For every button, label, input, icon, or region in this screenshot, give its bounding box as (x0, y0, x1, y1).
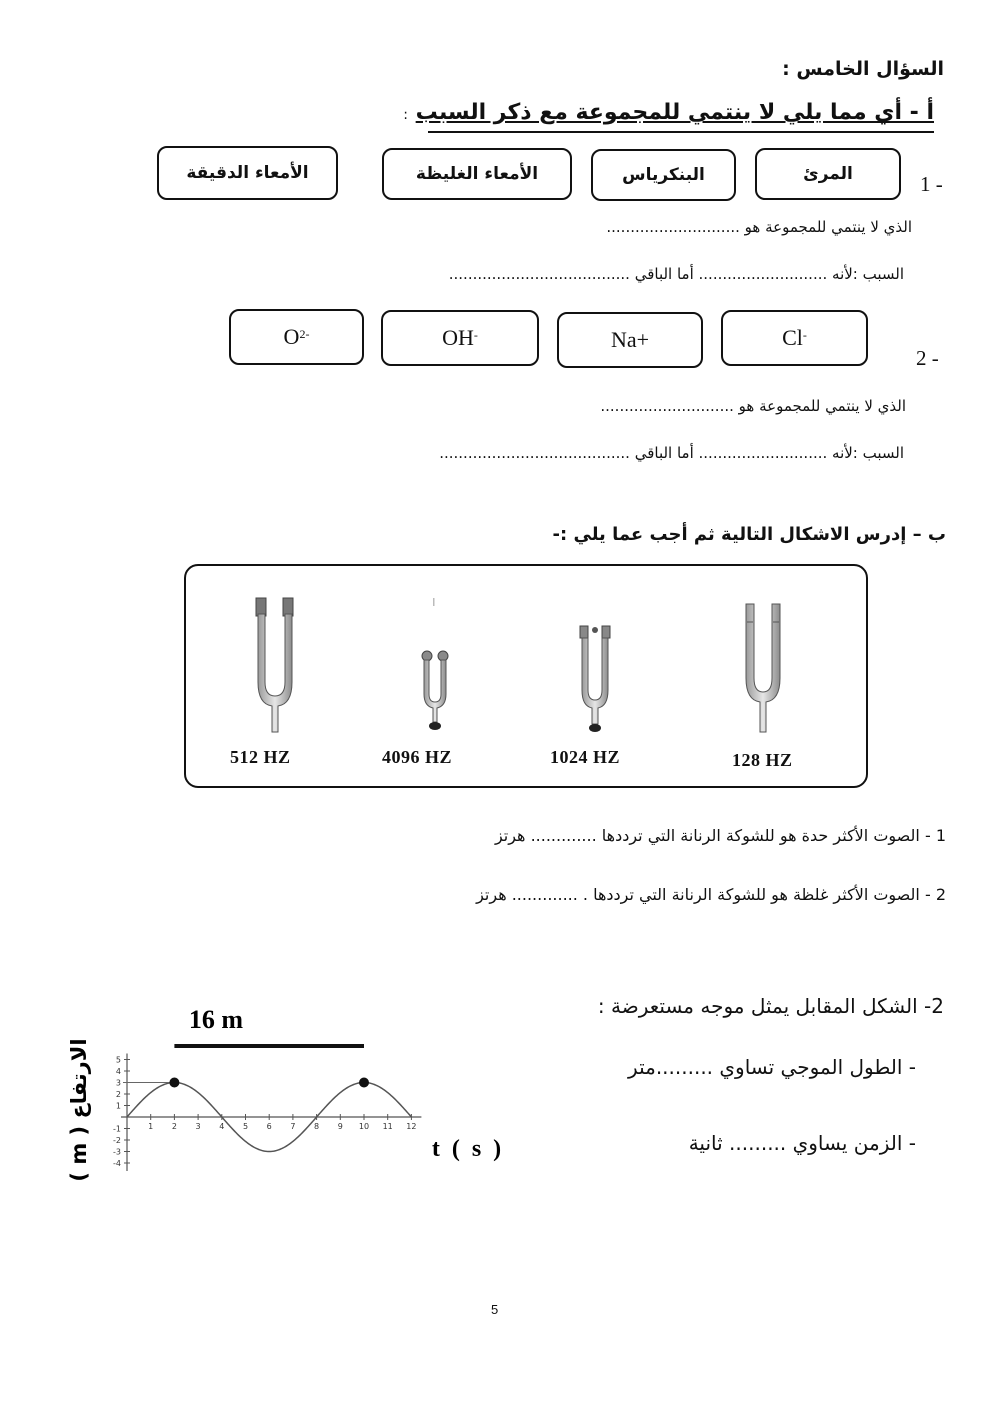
section-a-title-text: أ - أي مما يلي لا ينتمي للمجموعة مع ذكر السبب (415, 100, 934, 125)
x-tick-label: 1 (148, 1122, 154, 1131)
group2-item-hydroxide (381, 310, 539, 366)
chart-y-label: الارتفاع ( m ) (67, 1038, 91, 1182)
section-a-title (403, 100, 934, 125)
ion-charge: - (473, 327, 478, 342)
x-tick-label: 11 (382, 1122, 393, 1131)
ion-base: Cl (782, 325, 803, 350)
fork-label-128: 128 HZ (732, 750, 793, 770)
tuning-fork-1024 (580, 626, 610, 732)
group2-number: 2 - (916, 346, 939, 370)
x-tick-label: 7 (290, 1122, 296, 1131)
chart-axes (121, 1054, 421, 1172)
group2-item-chloride (721, 310, 868, 366)
tuning-fork-4096 (422, 598, 448, 730)
y-tick-label: -2 (113, 1136, 121, 1145)
wave-question-title: 2- الشكل المقابل يمثل موجه مستعرضة : (597, 994, 944, 1018)
fork-label-1024: 1024 HZ (550, 747, 621, 767)
marked-point (359, 1078, 369, 1088)
chart-x-label: t ( s ) (431, 1136, 505, 1162)
x-tick-label: 10 (358, 1122, 370, 1131)
wave-question-wavelength: - الطول الموجي تساوي .........متر (628, 1055, 916, 1079)
x-tick-label: 6 (266, 1122, 272, 1131)
ion-charge: 2- (299, 326, 310, 341)
y-tick-label: -1 (113, 1124, 121, 1134)
group1-number: 1 - (920, 172, 943, 196)
ion-base: O (283, 324, 300, 349)
group2-item-sodium (557, 312, 703, 368)
tuning-fork-512 (256, 598, 293, 732)
section-b-title: ب – إدرس الاشكال التالية ثم أجب عما يلي :- (552, 524, 946, 545)
tuning-fork-128 (746, 604, 780, 732)
y-tick-label: -4 (113, 1159, 121, 1168)
section-a-colon: : (403, 107, 408, 123)
wave-question-time: - الزمن يساوي ......... ثانية (688, 1131, 916, 1155)
marked-point (169, 1078, 179, 1088)
y-tick-label: -3 (113, 1147, 121, 1157)
group1-item-esophagus: المرئ (755, 148, 901, 200)
group2-item-oxide (229, 309, 364, 365)
y-tick-label: 3 (115, 1078, 121, 1088)
tuning-forks-figure (184, 564, 868, 788)
group2-reason-line: السبب :لأنه ........................... أما الباقي ........................................ (439, 444, 904, 462)
y-tick-label: 5 (115, 1055, 121, 1065)
ion-base: Na+ (610, 327, 650, 352)
x-tick-label: 3 (195, 1122, 201, 1131)
chart-title: 16 m (188, 1005, 244, 1034)
fork-label-4096: 4096 HZ (382, 747, 453, 767)
y-tick-label: 2 (115, 1090, 121, 1099)
section-a-underline (428, 131, 934, 133)
group2-not-belong-line: الذي لا ينتمي للمجموعة هو ............................ (600, 397, 906, 415)
chart-marks (123, 1046, 369, 1088)
wave-chart (60, 1000, 520, 1220)
x-tick-label: 5 (242, 1122, 249, 1131)
page-number: 5 (491, 1302, 499, 1317)
fork-label-512: 512 HZ (230, 747, 291, 767)
x-tick-label: 2 (171, 1122, 177, 1131)
group1-item-pancreas: البنكرياس (591, 149, 736, 201)
x-tick-label: 12 (406, 1122, 417, 1131)
ion-charge: - (802, 327, 807, 342)
x-tick-label: 4 (219, 1122, 225, 1131)
x-tick-label: 8 (314, 1122, 320, 1131)
question-title: السؤال الخامس : (782, 58, 944, 80)
group1-reason-line: السبب :لأنه ........................... أما الباقي ...................................... (448, 265, 904, 283)
y-tick-label: 4 (115, 1067, 121, 1076)
group1-not-belong-line: الذي لا ينتمي للمجموعة هو ............................ (606, 218, 912, 236)
section-b-q2: 2 - الصوت الأكثر غلظة هو للشوكة الرنانة التي ترددها . ............. هرتز (476, 885, 946, 904)
y-tick-label: 1 (115, 1101, 121, 1111)
group1-item-large-intestine: الأمعاء الغليظة (382, 148, 572, 200)
x-tick-label: 9 (337, 1122, 343, 1131)
group1-item-small-intestine: الأمعاء الدقيقة (157, 146, 338, 200)
section-b-q1: 1 - الصوت الأكثر حدة هو للشوكة الرنانة التي ترددها ............. هرتز (494, 826, 946, 845)
ion-base: OH (442, 325, 474, 350)
